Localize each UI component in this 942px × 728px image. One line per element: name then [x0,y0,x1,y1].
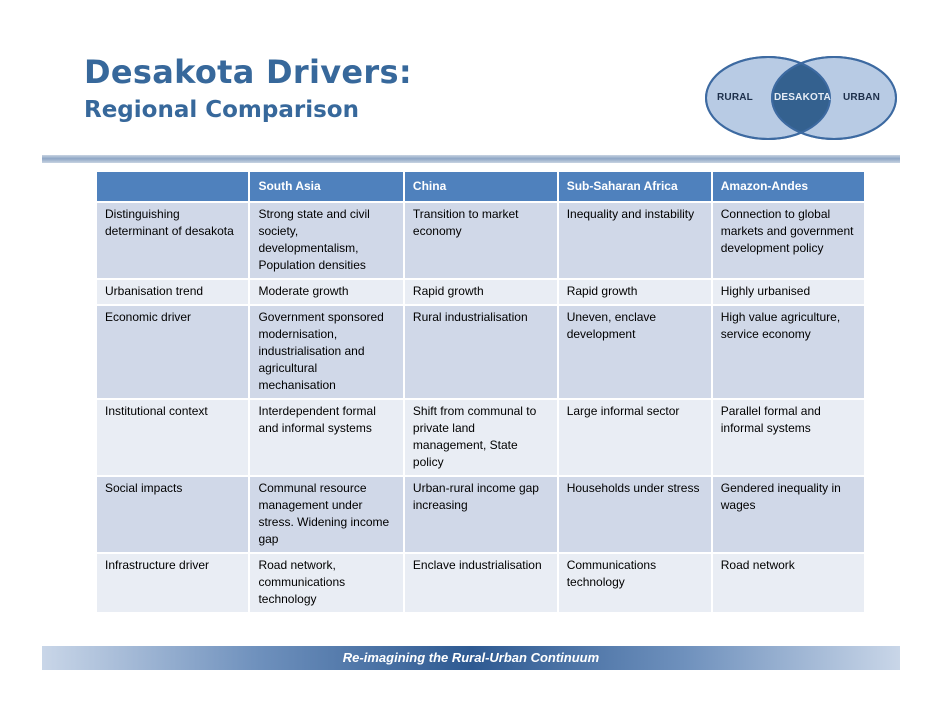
row-label: Infrastructure driver [97,554,248,612]
table-cell: Large informal sector [559,400,711,475]
table-cell: Road network, communications technology [250,554,402,612]
header-amazon-andes: Amazon-Andes [713,172,864,201]
table-cell: Transition to market economy [405,203,557,278]
table-cell: Moderate growth [250,280,402,304]
slide-title [84,54,412,123]
footer-text: Re-imagining the Rural-Urban Continuum [342,650,600,665]
footer-banner [42,646,900,670]
table-cell: High value agriculture, service economy [713,306,864,398]
table-cell: Communications technology [559,554,711,612]
table-cell: Parallel formal and informal systems [713,400,864,475]
title-line-2: Regional Comparison [84,96,359,123]
table-row [97,280,864,304]
row-label: Economic driver [97,306,248,398]
venn-label-rural: RURAL [717,92,753,103]
table-cell: Interdependent formal and informal systems [250,400,402,475]
table-row [97,554,864,612]
table-row [97,203,864,278]
table-cell: Road network [713,554,864,612]
row-label: Urbanisation trend [97,280,248,304]
table-cell: Rapid growth [405,280,557,304]
table-cell: Rapid growth [559,280,711,304]
header-cell-empty [97,172,248,201]
header-sub-saharan-africa: Sub-Saharan Africa [559,172,711,201]
table-cell: Inequality and instability [559,203,711,278]
table-cell: Gendered inequality in wages [713,477,864,552]
table-cell: Shift from communal to private land management, State policy [405,400,557,475]
table-header-row [97,172,864,201]
table-cell: Communal resource management under stress. Widening income gap [250,477,402,552]
venn-label-urban: URBAN [843,92,881,103]
table-cell: Enclave industrialisation [405,554,557,612]
table-cell: Households under stress [559,477,711,552]
header-south-asia: South Asia [250,172,402,201]
header-china: China [405,172,557,201]
venn-label-desakota: DESAKOTA [774,92,831,103]
table-cell: Uneven, enclave development [559,306,711,398]
table-row [97,306,864,398]
row-label: Distinguishing determinant of desakota [97,203,248,278]
row-label: Social impacts [97,477,248,552]
table-cell: Urban-rural income gap increasing [405,477,557,552]
table-row [97,477,864,552]
table-cell: Highly urbanised [713,280,864,304]
comparison-table [95,170,866,614]
table-cell: Connection to global markets and government development policy [713,203,864,278]
header-divider [42,155,900,163]
table-row [97,400,864,475]
table-cell: Rural industrialisation [405,306,557,398]
title-line-1: Desakota Drivers: [84,53,412,91]
venn-diagram [703,54,899,142]
row-label: Institutional context [97,400,248,475]
table-cell: Strong state and civil society, developmentalism, Population densities [250,203,402,278]
table-cell: Government sponsored modernisation, industrialisation and agricultural mechanisation [250,306,402,398]
